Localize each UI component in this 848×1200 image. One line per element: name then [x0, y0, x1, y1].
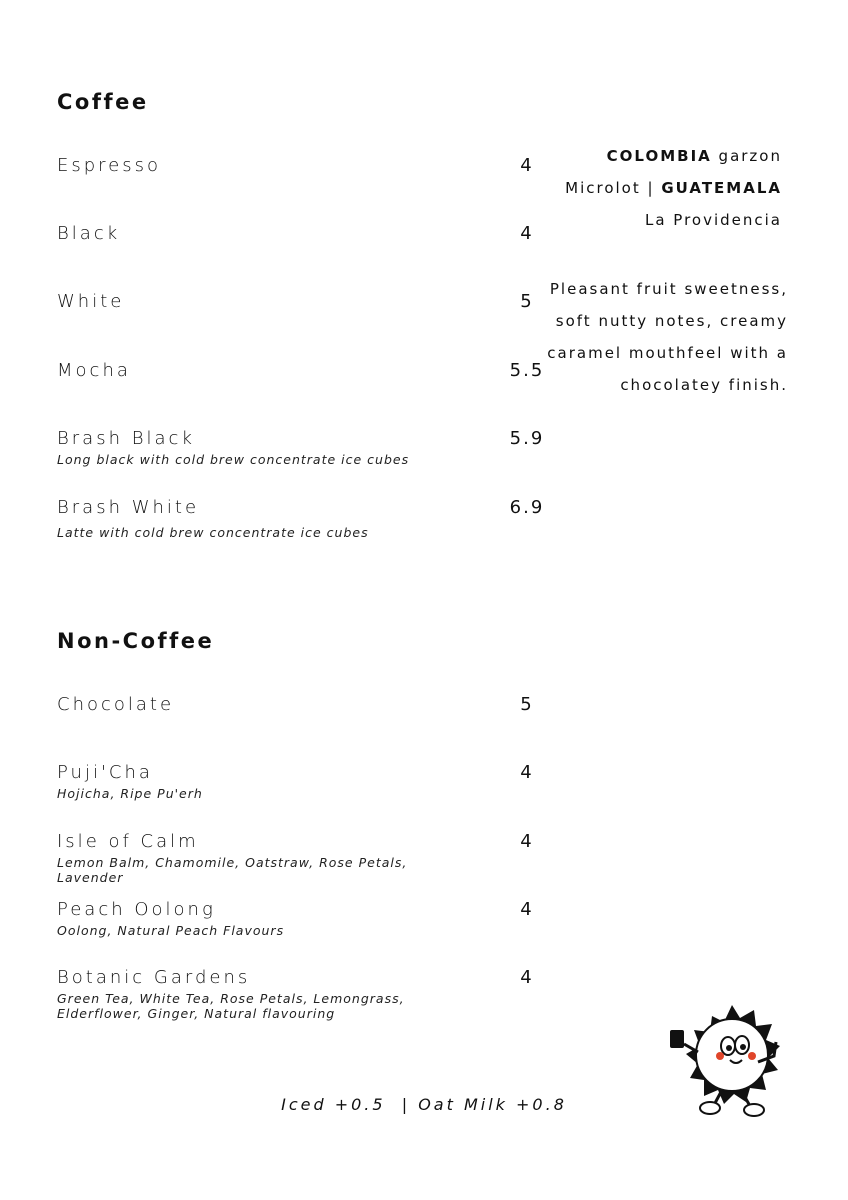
- menu-item: [57, 831, 534, 885]
- menu-item: [57, 155, 534, 177]
- origin-farm: La Providencia: [644, 211, 782, 229]
- item-name: Botanic Gardens: [57, 967, 251, 988]
- item-price: 4: [520, 762, 534, 783]
- origin-country: COLOMBIA: [606, 147, 712, 165]
- tasting-note-line: caramel mouthfeel with a: [547, 344, 788, 362]
- item-description: Lemon Balm, Chamomile, Oatstraw, Rose Petals, Lavender: [57, 855, 408, 885]
- origin-lot: Microlot |: [565, 179, 655, 197]
- item-name: Black: [57, 223, 121, 244]
- item-name: Espresso: [57, 155, 162, 176]
- item-name: Mocha: [57, 360, 131, 381]
- item-name: Isle of Calm: [57, 831, 199, 852]
- item-price: 4: [520, 831, 534, 852]
- item-description: Latte with cold brew concentrate ice cubes: [57, 525, 369, 540]
- item-name: Brash White: [57, 497, 200, 518]
- menu-item: [57, 428, 545, 467]
- item-description: Oolong, Natural Peach Flavours: [57, 923, 285, 938]
- item-price: 4: [520, 967, 534, 988]
- tasting-note-line: soft nutty notes, creamy: [555, 312, 788, 330]
- item-description: Hojicha, Ripe Pu'erh: [57, 786, 203, 801]
- item-price: 5.5: [509, 360, 545, 381]
- item-name: Puji'Cha: [57, 762, 153, 783]
- item-price: 4: [520, 155, 534, 176]
- menu-item: [57, 694, 534, 716]
- menu-item: [57, 223, 534, 245]
- tasting-note-line: Pleasant fruit sweetness,: [549, 280, 788, 298]
- item-price: 4: [520, 223, 534, 244]
- coffee-heading: Coffee: [57, 90, 149, 114]
- item-name: Brash Black: [57, 428, 195, 449]
- origin-country: GUATEMALA: [661, 179, 782, 197]
- item-name: White: [57, 291, 125, 312]
- menu-item: [57, 497, 545, 540]
- tasting-notes: [547, 273, 788, 401]
- origin-info: [565, 140, 782, 236]
- menu-item: [57, 899, 534, 938]
- item-price: 5.9: [509, 428, 545, 449]
- item-price: 4: [520, 899, 534, 920]
- menu-item: [57, 291, 534, 313]
- item-name: Peach Oolong: [57, 899, 216, 920]
- tasting-note-line: chocolatey finish.: [620, 376, 788, 394]
- item-price: 5: [520, 291, 534, 312]
- item-description: Green Tea, White Tea, Rose Petals, Lemongrass, Elderflower, Ginger, Natural flavouring: [57, 991, 405, 1021]
- origin-region: garzon: [718, 147, 782, 165]
- item-price: 6.9: [509, 497, 545, 518]
- item-price: 5: [520, 694, 534, 715]
- menu-item: [57, 762, 534, 801]
- item-description: Long black with cold brew concentrate ice cubes: [57, 452, 410, 467]
- menu-item: [57, 360, 545, 382]
- non-coffee-heading: Non-Coffee: [57, 629, 215, 653]
- menu-item: [57, 967, 534, 1021]
- extras-footer: Iced +0.5 | Oat Milk +0.8: [281, 1095, 567, 1114]
- item-name: Chocolate: [57, 694, 175, 715]
